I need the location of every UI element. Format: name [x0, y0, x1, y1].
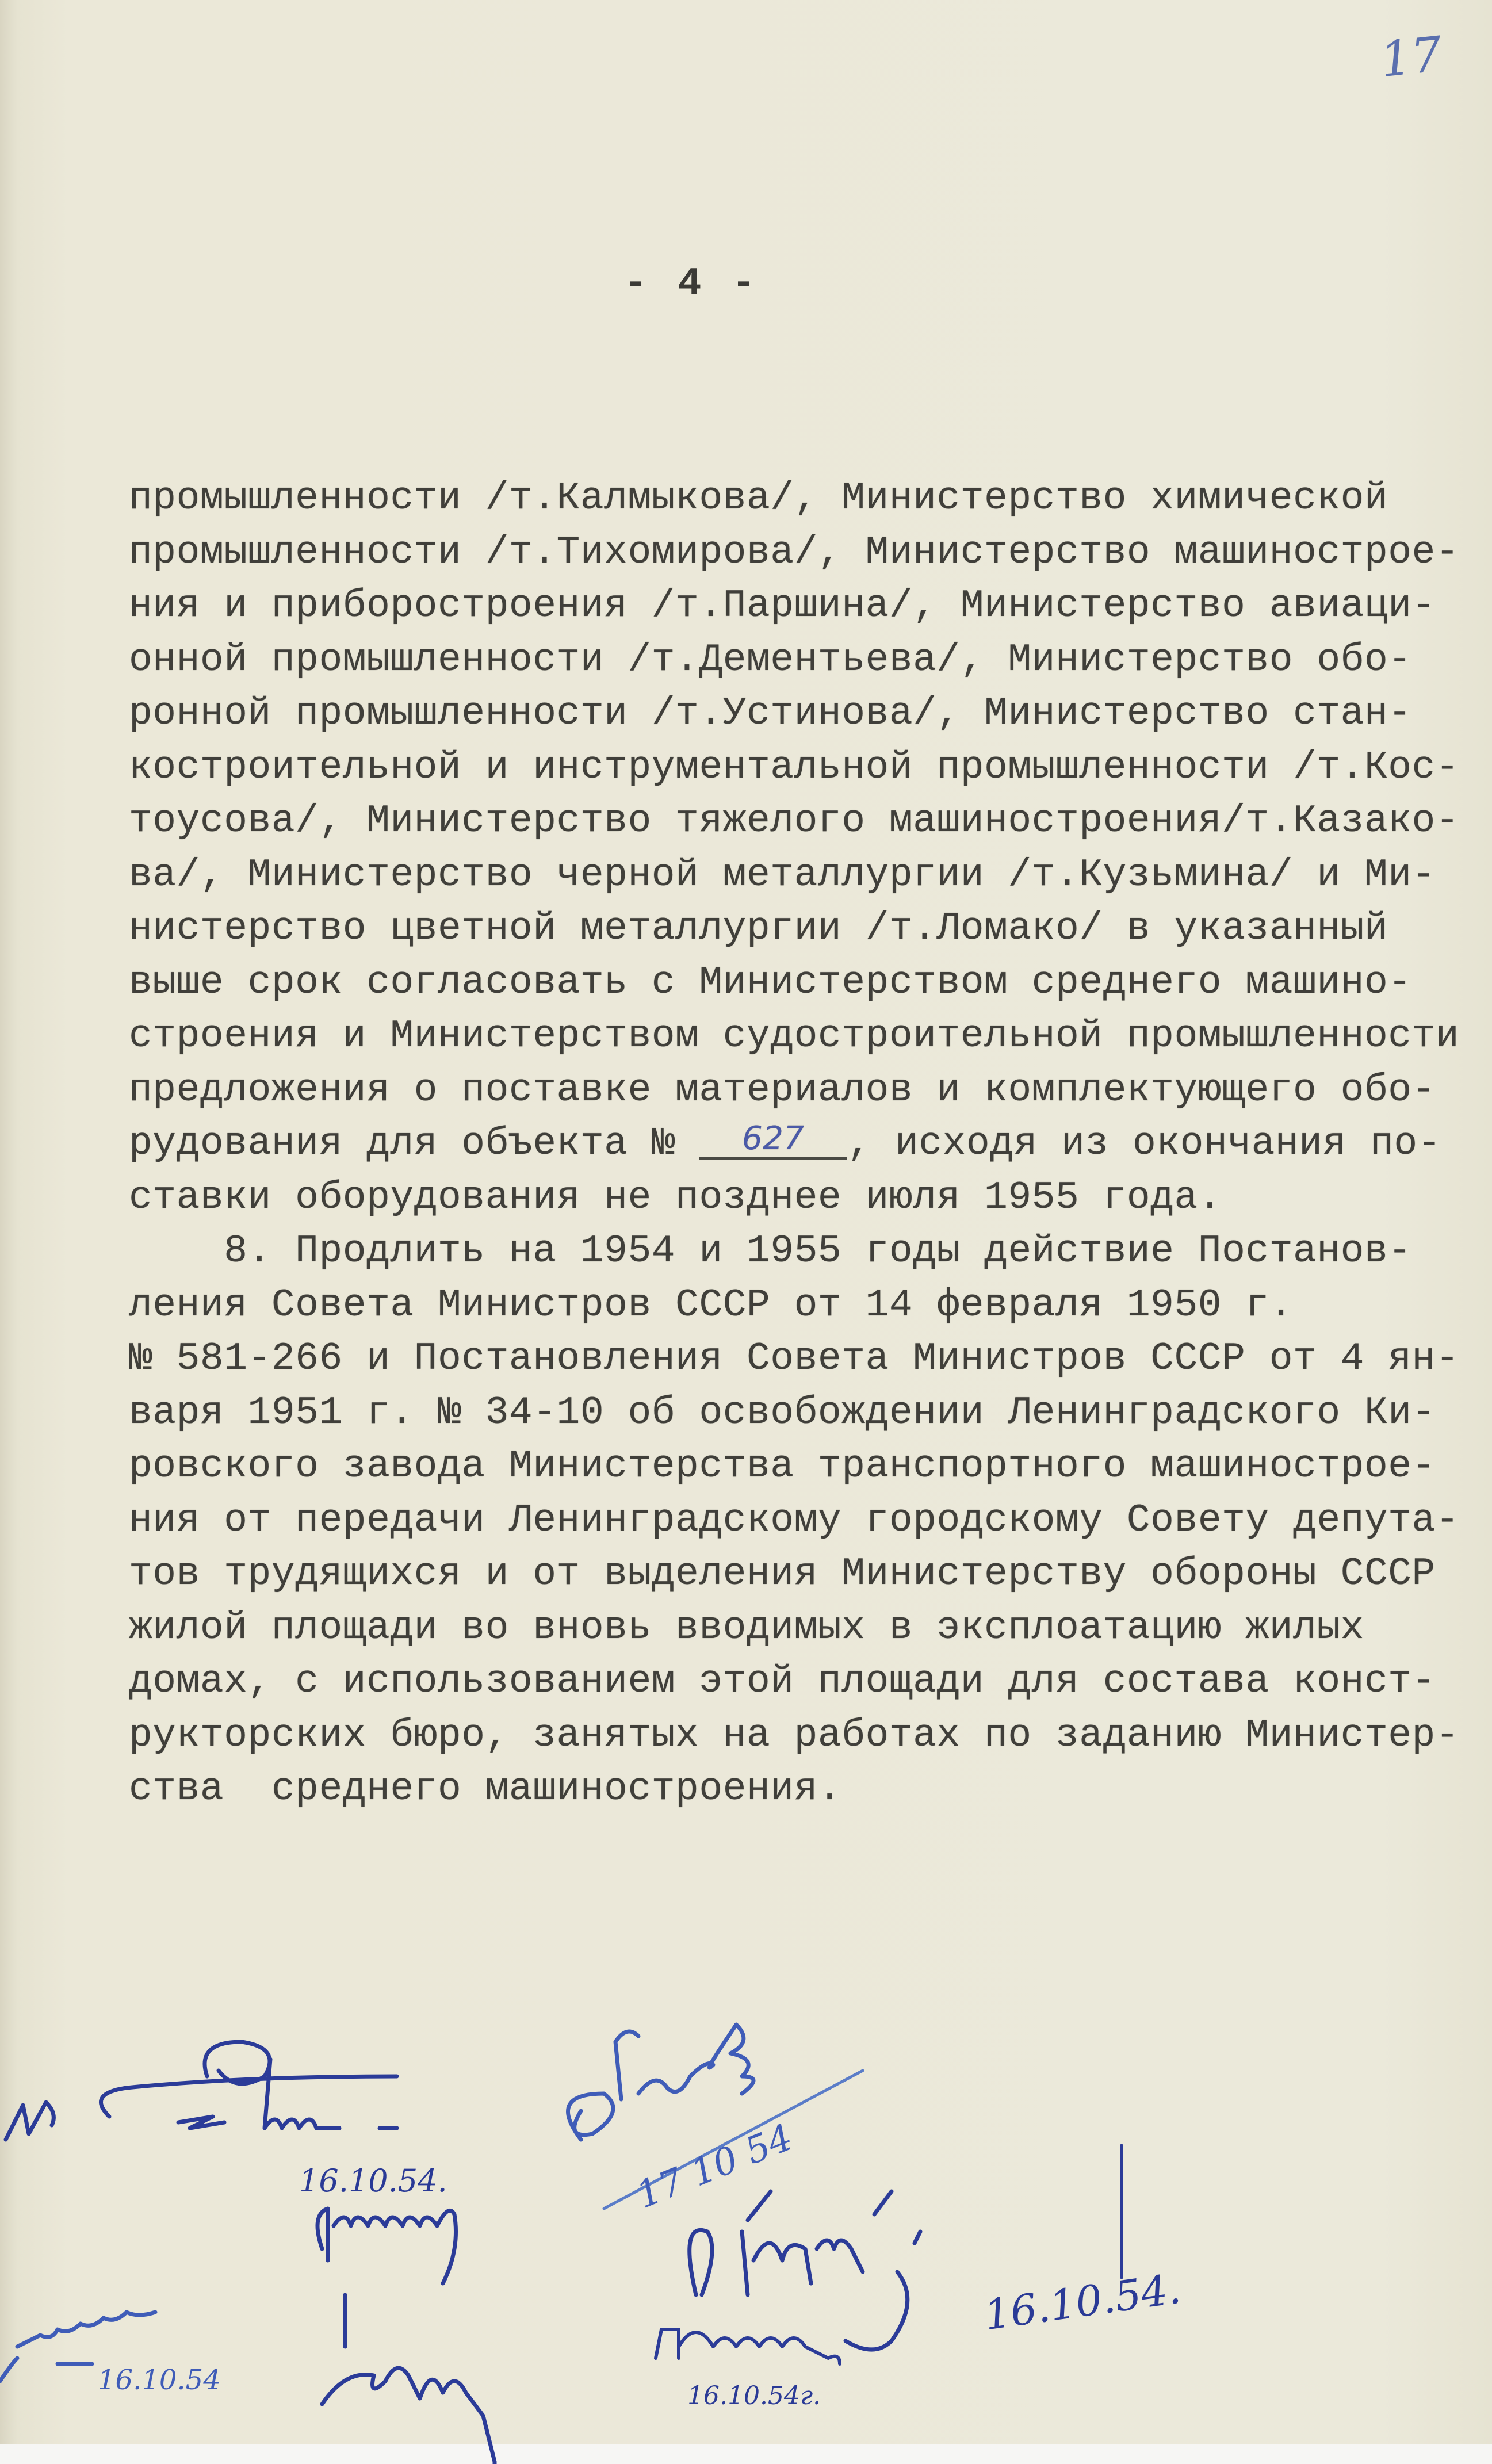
text-line: выше срок согласовать с Министерством среднего машино- — [129, 960, 1412, 1005]
text-line: костроительной и инструментальной промышленности /т.Кос- — [129, 745, 1460, 790]
text-line: 8. Продлить на 1954 и 1955 годы действие Постанов- — [129, 1229, 1412, 1273]
signature-7 — [656, 2329, 840, 2364]
text-line: домах, с использованием этой площади для состава конст- — [129, 1659, 1436, 1704]
text-line: № 581-266 и Постановления Совета Министров СССР от 4 ян- — [129, 1337, 1460, 1381]
object-number-handwritten: 627 — [699, 1120, 847, 1160]
text-line: ния от передачи Ленинградскому городскому Совету депута- — [129, 1498, 1460, 1543]
signature-2 — [568, 2025, 754, 2140]
signature-date-2: 17 10 54 — [630, 2116, 799, 2217]
text-line: тоусова/, Министерство тяжелого машиностроения/т.Казако- — [129, 799, 1460, 843]
paragraph-8 — [129, 1225, 1469, 1816]
text-line: предложения о поставке материалов и комплектующего обо- — [129, 1068, 1436, 1112]
document-body — [129, 472, 1469, 1816]
signature-date-5: 16.10.54г. — [687, 2381, 821, 2411]
text-line-object — [129, 1117, 1469, 1171]
text-line: ления Совета Министров СССР от 14 февраля 1950 г. — [129, 1283, 1294, 1327]
text-line: ставки оборудования не позднее июля 1955 года. — [129, 1175, 1222, 1220]
signature-date-1: 16.10.54. — [299, 2163, 447, 2199]
signature-4 — [690, 2191, 920, 2350]
object-line-before: рудования для объекта № — [129, 1122, 699, 1166]
text-line: ства среднего машиностроения. — [129, 1767, 842, 1811]
text-line: тов трудящихся и от выделения Министерству обороны СССР — [129, 1552, 1436, 1596]
text-line: промышленности /т.Тихомирова/, Министерство машинострое- — [129, 530, 1460, 575]
text-line: ронной промышленности /т.Устинова/, Министерство стан- — [129, 691, 1412, 736]
text-line: ровского завода Министерства транспортного машинострое- — [129, 1444, 1436, 1489]
text-line: варя 1951 г. № 34-10 об освобождении Ленинградского Ки- — [129, 1390, 1436, 1435]
signature-date-3: 16.10.54. — [981, 2264, 1184, 2340]
text-line: промышленности /т.Калмыкова/, Министерство химической — [129, 476, 1388, 521]
text-line: ва/, Министерство черной металлургии /т.Кузьмина/ и Ми- — [129, 852, 1436, 897]
paragraph-7 — [129, 472, 1469, 1225]
page-number: - 4 - — [624, 262, 759, 306]
signature-6 — [322, 2295, 495, 2464]
signature-3 — [317, 2209, 456, 2283]
signature-date-4: 16.10.54 — [98, 2364, 221, 2396]
text-line: ния и приборостроения /т.Паршина/, Министерство авиаци- — [129, 584, 1436, 628]
text-line: жилой площади во вновь вводимых в эксплоатацию жилых — [129, 1605, 1364, 1650]
text-line: нистерство цветной металлургии /т.Ломако/ в указанный — [129, 906, 1388, 951]
text-line: онной промышленности /т.Дементьева/, Министерство обо- — [129, 637, 1412, 682]
text-line: строения и Министерством судостроительной промышленности — [129, 1014, 1460, 1058]
object-line-after: , исходя из окончания по- — [847, 1122, 1442, 1166]
signature-1 — [6, 2042, 397, 2140]
folio-number: 17 — [1378, 25, 1445, 89]
text-line: рукторских бюро, занятых на работах по заданию Министер- — [129, 1713, 1460, 1758]
